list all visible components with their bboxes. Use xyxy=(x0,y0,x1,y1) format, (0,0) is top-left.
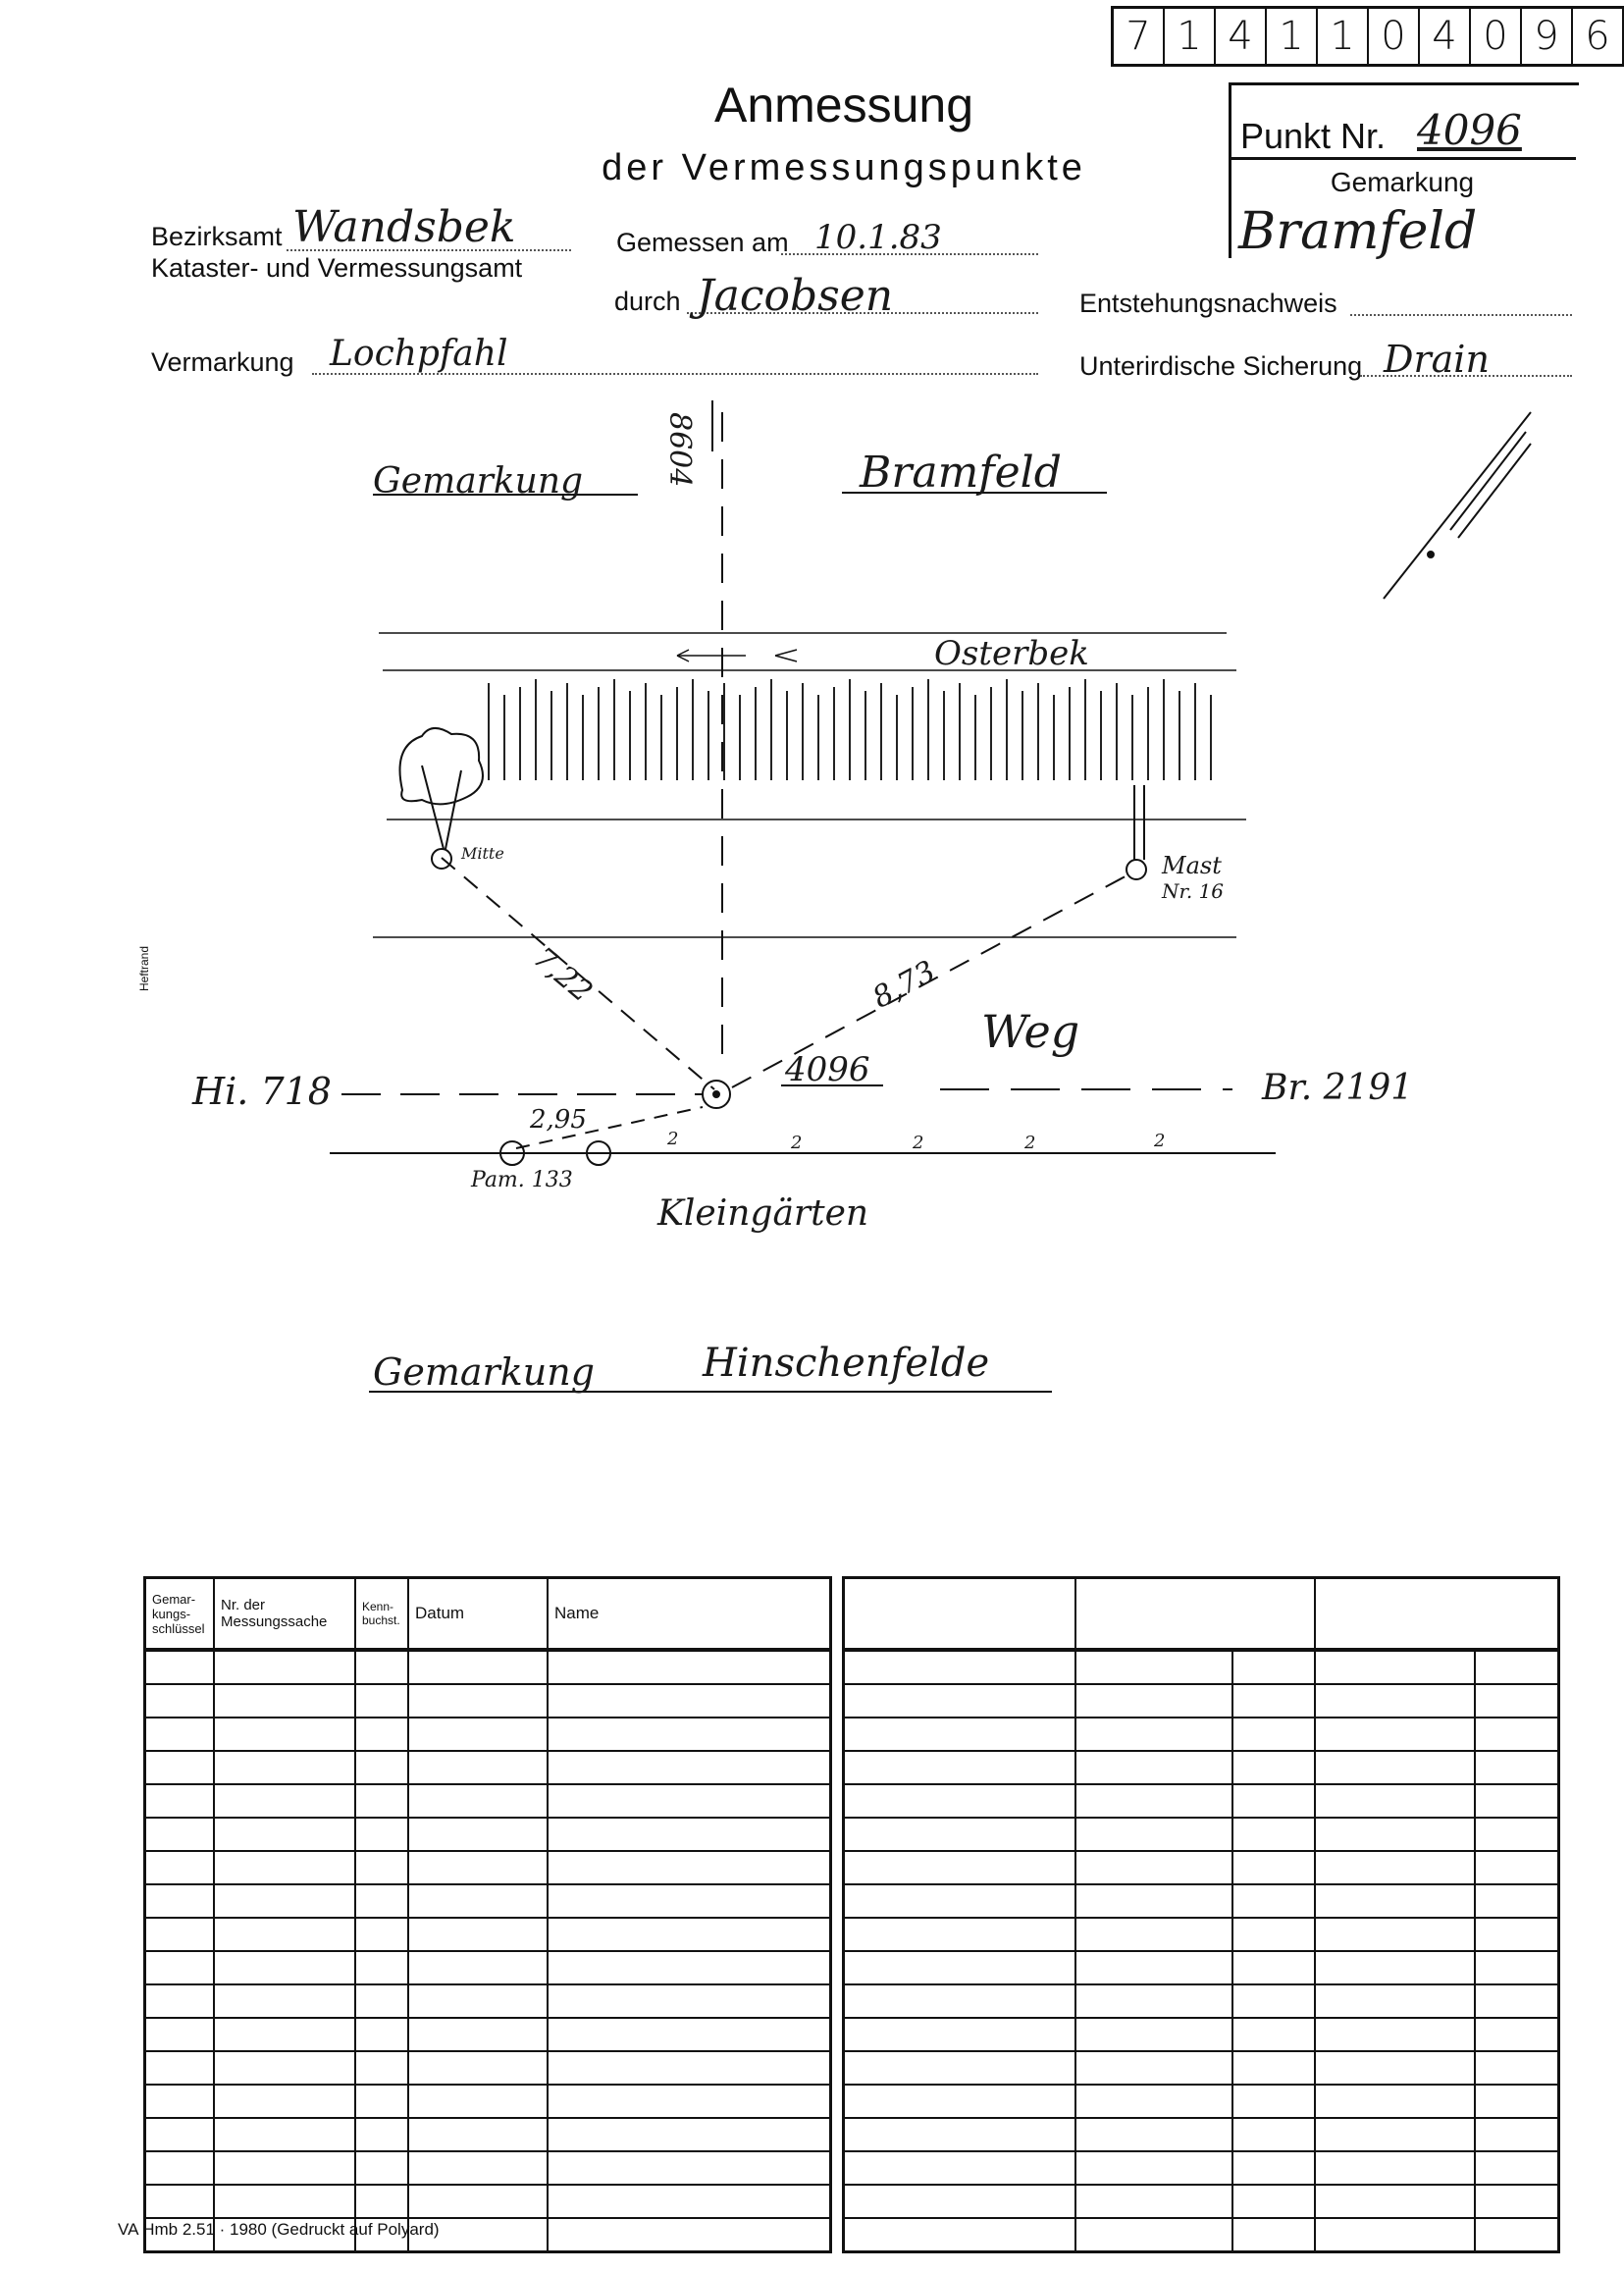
record-table-right xyxy=(842,1576,1560,2253)
table-cell xyxy=(844,1851,1076,1884)
table-row xyxy=(145,1718,831,1751)
table-cell xyxy=(1075,1718,1231,1751)
tick-value: 2 xyxy=(1024,1133,1036,1153)
table-cell xyxy=(408,2118,548,2151)
id-digit: 1 xyxy=(1165,9,1216,64)
table-cell xyxy=(145,1984,215,2018)
id-digit: 6 xyxy=(1573,9,1624,64)
table-cell xyxy=(1075,1951,1231,1984)
table-cell xyxy=(1075,1751,1231,1784)
table-cell xyxy=(1075,2085,1231,2118)
table-cell xyxy=(1075,2151,1231,2185)
table-cell xyxy=(408,1884,548,1918)
table-cell xyxy=(1315,1818,1475,1851)
tree-icon xyxy=(400,728,484,804)
table-cell xyxy=(1232,1918,1316,1951)
table-row xyxy=(844,2018,1559,2051)
table-cell xyxy=(1475,1751,1559,1784)
table-cell xyxy=(1475,1918,1559,1951)
table-cell xyxy=(1075,1818,1231,1851)
table-cell xyxy=(1475,1984,1559,2018)
table-cell xyxy=(355,2185,408,2218)
id-digit: 4 xyxy=(1420,9,1471,64)
table-cell xyxy=(1232,2185,1316,2218)
table-row xyxy=(844,2118,1559,2151)
table-cell xyxy=(1315,2218,1475,2252)
table-cell xyxy=(355,1918,408,1951)
gemarkung-value: Bramfeld xyxy=(1238,202,1478,261)
record-table-right-body xyxy=(844,1650,1559,2252)
distance-right: 8,73 xyxy=(866,954,942,1016)
table-cell xyxy=(548,2185,831,2218)
table-cell xyxy=(214,1718,355,1751)
table-cell xyxy=(548,2118,831,2151)
pam-label: Pam. 133 xyxy=(471,1168,573,1192)
table-row xyxy=(145,1751,831,1784)
point-8604-label: 8604 xyxy=(662,412,697,488)
gemessen-label: Gemessen am xyxy=(616,228,789,257)
kataster-label: Kataster- und Vermessungsamt xyxy=(151,253,523,283)
table-cell xyxy=(844,1751,1076,1784)
table-row xyxy=(145,2018,831,2051)
table-cell xyxy=(408,2051,548,2085)
table-cell xyxy=(548,1984,831,2018)
table-cell xyxy=(548,1718,831,1751)
table-cell xyxy=(1475,1784,1559,1818)
table-cell xyxy=(145,2185,215,2218)
table-cell xyxy=(145,1951,215,1984)
table-cell xyxy=(1075,1684,1231,1718)
entstehung-label: Entstehungsnachweis xyxy=(1079,289,1337,318)
table-cell xyxy=(214,2118,355,2151)
table-cell xyxy=(355,1718,408,1751)
table-cell xyxy=(408,1650,548,1684)
table-row xyxy=(145,1984,831,2018)
north-line xyxy=(1384,412,1531,599)
gemessen-value: 10.1.83 xyxy=(814,218,942,257)
tick-value: 2 xyxy=(667,1129,679,1149)
table-cell xyxy=(844,2018,1076,2051)
table-cell xyxy=(844,1984,1076,2018)
gemarkung-bottom-label: Gemarkung xyxy=(373,1350,595,1394)
table-cell xyxy=(548,1918,831,1951)
table-cell xyxy=(1232,2085,1316,2118)
table-cell xyxy=(408,1918,548,1951)
table-cell xyxy=(844,1650,1076,1684)
id-digit: 4 xyxy=(1216,9,1267,64)
table-cell xyxy=(408,1951,548,1984)
table-cell xyxy=(1075,2018,1231,2051)
id-digit: 7 xyxy=(1114,9,1165,64)
sicherung-value: Drain xyxy=(1384,338,1490,381)
table-cell xyxy=(408,1784,548,1818)
table-cell xyxy=(1475,1650,1559,1684)
table-cell xyxy=(1232,1751,1316,1784)
weg-label: Weg xyxy=(981,1005,1080,1058)
table-cell xyxy=(214,1984,355,2018)
table-cell xyxy=(1475,2051,1559,2085)
table-cell xyxy=(1232,1818,1316,1851)
table-cell xyxy=(844,1884,1076,1918)
hinschenfelde-label: Hinschenfelde xyxy=(703,1341,990,1386)
table-row xyxy=(145,1884,831,1918)
table-cell xyxy=(548,1818,831,1851)
sicherung-label: Unterirdische Sicherung xyxy=(1079,351,1363,381)
table-cell xyxy=(844,1918,1076,1951)
table-cell xyxy=(214,1918,355,1951)
bezirksamt-label: Bezirksamt xyxy=(151,222,283,251)
main-point-label: 4096 xyxy=(785,1050,870,1089)
table-cell xyxy=(844,2185,1076,2218)
table-cell xyxy=(548,1784,831,1818)
header-nr-messungssache: Nr. der Messungssache xyxy=(214,1578,355,1651)
table-cell xyxy=(355,1650,408,1684)
br-label: Br. 2191 xyxy=(1262,1068,1414,1108)
record-table-left-body xyxy=(145,1650,831,2252)
table-cell xyxy=(1232,1684,1316,1718)
table-cell xyxy=(408,1751,548,1784)
table-cell xyxy=(548,2051,831,2085)
table-row xyxy=(844,2051,1559,2085)
table-cell xyxy=(1315,1784,1475,1818)
table-cell xyxy=(1075,1884,1231,1918)
punkt-value: 4096 xyxy=(1417,106,1522,154)
table-cell xyxy=(145,1851,215,1884)
table-cell xyxy=(1232,1650,1316,1684)
table-cell xyxy=(548,2018,831,2051)
table-cell xyxy=(1075,2185,1231,2218)
table-row xyxy=(844,1851,1559,1884)
table-row xyxy=(145,2151,831,2185)
table-cell xyxy=(1075,1851,1231,1884)
table-cell xyxy=(355,1784,408,1818)
table-cell xyxy=(1315,1851,1475,1884)
table-row xyxy=(145,2118,831,2151)
table-cell xyxy=(1075,1784,1231,1818)
table-row xyxy=(844,1984,1559,2018)
table-cell xyxy=(1075,1984,1231,2018)
table-cell xyxy=(1475,1818,1559,1851)
table-row xyxy=(844,2218,1559,2252)
north-arrow xyxy=(1450,432,1531,538)
table-cell xyxy=(1232,1784,1316,1818)
id-digit: 0 xyxy=(1369,9,1420,64)
header-kennbuchst: Kenn-buchst. xyxy=(355,1578,408,1651)
table-cell xyxy=(1075,2051,1231,2085)
punkt-label: Punkt Nr. xyxy=(1240,116,1387,156)
table-cell xyxy=(408,2185,548,2218)
table-cell xyxy=(214,2185,355,2218)
table-cell xyxy=(1315,1650,1475,1684)
table-cell xyxy=(408,1818,548,1851)
table-cell xyxy=(1315,1751,1475,1784)
table-cell xyxy=(408,2151,548,2185)
table-cell xyxy=(214,1951,355,1984)
table-row xyxy=(145,2185,831,2218)
table-row xyxy=(844,1884,1559,1918)
table-cell xyxy=(1315,2018,1475,2051)
table-cell xyxy=(355,1818,408,1851)
table-cell xyxy=(1475,2018,1559,2051)
mast-nr-label: Nr. 16 xyxy=(1162,879,1225,903)
table-cell xyxy=(214,1650,355,1684)
table-cell xyxy=(1315,2185,1475,2218)
distance-left: 7,22 xyxy=(526,940,600,1010)
table-row xyxy=(844,2151,1559,2185)
table-cell xyxy=(355,1851,408,1884)
table-row xyxy=(844,1684,1559,1718)
table-cell xyxy=(1315,2118,1475,2151)
bramfeld-label: Bramfeld xyxy=(860,448,1062,498)
table-cell xyxy=(214,1851,355,1884)
header-right-col2 xyxy=(1075,1578,1315,1651)
table-cell xyxy=(1232,1851,1316,1884)
table-cell xyxy=(1475,1718,1559,1751)
table-row xyxy=(844,1718,1559,1751)
durch-label: durch xyxy=(614,287,681,316)
table-cell xyxy=(844,2085,1076,2118)
table-cell xyxy=(1315,2085,1475,2118)
hatched-strip xyxy=(489,679,1211,780)
header-datum: Datum xyxy=(408,1578,548,1651)
table-cell xyxy=(145,2051,215,2085)
table-cell xyxy=(548,2218,831,2252)
table-cell xyxy=(1315,1684,1475,1718)
table-cell xyxy=(145,1918,215,1951)
table-row xyxy=(145,1784,831,1818)
table-cell xyxy=(214,1784,355,1818)
table-cell xyxy=(214,1751,355,1784)
table-cell xyxy=(1232,1951,1316,1984)
table-cell xyxy=(844,2151,1076,2185)
table-cell xyxy=(1315,1951,1475,1984)
table-row xyxy=(145,1918,831,1951)
tick-value: 2 xyxy=(1154,1131,1166,1151)
table-cell xyxy=(214,2018,355,2051)
table-cell xyxy=(214,1684,355,1718)
table-cell xyxy=(1475,1684,1559,1718)
table-cell xyxy=(408,2085,548,2118)
table-cell xyxy=(844,1718,1076,1751)
table-cell xyxy=(355,2085,408,2118)
table-cell xyxy=(844,1951,1076,1984)
table-cell xyxy=(1075,2218,1231,2252)
mast-point xyxy=(1126,860,1146,879)
table-cell xyxy=(355,2118,408,2151)
table-cell xyxy=(145,2151,215,2185)
tick-value: 2 xyxy=(913,1133,924,1153)
table-cell xyxy=(844,2218,1076,2252)
table-cell xyxy=(548,2151,831,2185)
table-cell xyxy=(1232,2151,1316,2185)
table-row xyxy=(844,1784,1559,1818)
table-row xyxy=(844,1751,1559,1784)
table-cell xyxy=(145,2085,215,2118)
table-cell xyxy=(408,2018,548,2051)
table-cell xyxy=(408,1984,548,2018)
table-cell xyxy=(548,1851,831,1884)
table-row xyxy=(145,1818,831,1851)
tick-value: 2 xyxy=(791,1133,803,1153)
id-digit: 0 xyxy=(1471,9,1522,64)
table-cell xyxy=(355,1684,408,1718)
vermarkung-value: Lochpfahl xyxy=(330,334,508,374)
table-cell xyxy=(355,1751,408,1784)
table-cell xyxy=(1232,2051,1316,2085)
table-cell xyxy=(548,1751,831,1784)
table-cell xyxy=(408,1684,548,1718)
header-name: Name xyxy=(548,1578,831,1651)
table-cell xyxy=(145,2118,215,2151)
table-row xyxy=(145,1684,831,1718)
table-row xyxy=(145,1650,831,1684)
table-cell xyxy=(408,1851,548,1884)
distance-small: 2,95 xyxy=(530,1105,587,1135)
form-footer: VA Hmb 2.51 · 1980 (Gedruckt auf Polyard) xyxy=(118,2220,440,2239)
table-cell xyxy=(408,1718,548,1751)
table-cell xyxy=(145,1818,215,1851)
table-cell xyxy=(1315,1718,1475,1751)
table-row xyxy=(844,1818,1559,1851)
gemarkung-label: Gemarkung xyxy=(1330,167,1475,197)
table-cell xyxy=(1475,1851,1559,1884)
table-cell xyxy=(548,1951,831,1984)
table-cell xyxy=(214,2151,355,2185)
header-gemarkungsschluessel: Gemar-kungs-schlüssel xyxy=(145,1578,215,1651)
table-cell xyxy=(1232,1984,1316,2018)
gemarkung-top-label: Gemarkung xyxy=(373,461,584,502)
table-cell xyxy=(844,1784,1076,1818)
table-row xyxy=(145,1851,831,1884)
id-digit: 9 xyxy=(1522,9,1573,64)
durch-value: Jacobsen xyxy=(697,271,894,321)
table-cell xyxy=(355,2018,408,2051)
table-cell xyxy=(1075,2118,1231,2151)
table-cell xyxy=(1475,2185,1559,2218)
table-cell xyxy=(355,2151,408,2185)
street-name: Osterbek xyxy=(934,634,1089,673)
record-table-left xyxy=(143,1576,832,2253)
table-cell xyxy=(548,1684,831,1718)
table-row xyxy=(844,1951,1559,1984)
table-cell xyxy=(145,1784,215,1818)
table-row xyxy=(145,2051,831,2085)
table-cell xyxy=(214,2085,355,2118)
table-cell xyxy=(1232,2218,1316,2252)
table-cell xyxy=(1475,2085,1559,2118)
table-cell xyxy=(1232,2118,1316,2151)
table-cell xyxy=(1475,1884,1559,1918)
table-cell xyxy=(355,1984,408,2018)
page-subtitle: der Vermessungspunkte xyxy=(602,147,1086,188)
table-cell xyxy=(548,2085,831,2118)
table-cell xyxy=(145,1718,215,1751)
table-cell xyxy=(1075,1650,1231,1684)
mitte-label: Mitte xyxy=(461,844,504,863)
table-cell xyxy=(548,1884,831,1918)
table-row xyxy=(844,2185,1559,2218)
table-cell xyxy=(145,1751,215,1784)
table-cell xyxy=(145,1650,215,1684)
table-cell xyxy=(1232,2018,1316,2051)
table-cell xyxy=(1475,1951,1559,1984)
mast-label: Mast xyxy=(1162,852,1222,879)
table-row xyxy=(844,1650,1559,1684)
table-cell xyxy=(355,2051,408,2085)
table-cell xyxy=(1232,1718,1316,1751)
table-cell xyxy=(145,2018,215,2051)
table-cell xyxy=(145,1884,215,1918)
table-cell xyxy=(1315,2051,1475,2085)
id-digit: 1 xyxy=(1267,9,1318,64)
table-row xyxy=(844,1918,1559,1951)
table-cell xyxy=(145,1684,215,1718)
hi-label: Hi. 718 xyxy=(192,1070,332,1113)
page-title: Anmessung xyxy=(713,78,974,132)
table-row xyxy=(145,1951,831,1984)
table-cell xyxy=(1475,2118,1559,2151)
header-right-col1 xyxy=(844,1578,1076,1651)
table-cell xyxy=(844,1684,1076,1718)
id-digit: 1 xyxy=(1318,9,1369,64)
kleingarten-label: Kleingärten xyxy=(657,1193,869,1234)
table-cell xyxy=(1232,1884,1316,1918)
table-cell xyxy=(355,1951,408,1984)
table-cell xyxy=(844,2118,1076,2151)
table-cell xyxy=(214,2051,355,2085)
table-cell xyxy=(1475,2218,1559,2252)
table-row xyxy=(145,2085,831,2118)
table-cell xyxy=(1315,2151,1475,2185)
table-cell xyxy=(844,1818,1076,1851)
table-cell xyxy=(1075,1918,1231,1951)
table-cell xyxy=(214,1818,355,1851)
table-cell xyxy=(844,2051,1076,2085)
table-cell xyxy=(355,1884,408,1918)
table-cell xyxy=(1475,2151,1559,2185)
table-row xyxy=(844,2085,1559,2118)
table-cell xyxy=(214,1884,355,1918)
table-cell xyxy=(548,1650,831,1684)
table-cell xyxy=(1315,1884,1475,1918)
table-cell xyxy=(1315,1918,1475,1951)
heftrand-label: Heftrand xyxy=(137,945,151,991)
table-cell xyxy=(1315,1984,1475,2018)
header-right-col3 xyxy=(1315,1578,1558,1651)
vermarkung-label: Vermarkung xyxy=(151,347,294,377)
bezirksamt-value: Wandsbek xyxy=(292,202,516,252)
